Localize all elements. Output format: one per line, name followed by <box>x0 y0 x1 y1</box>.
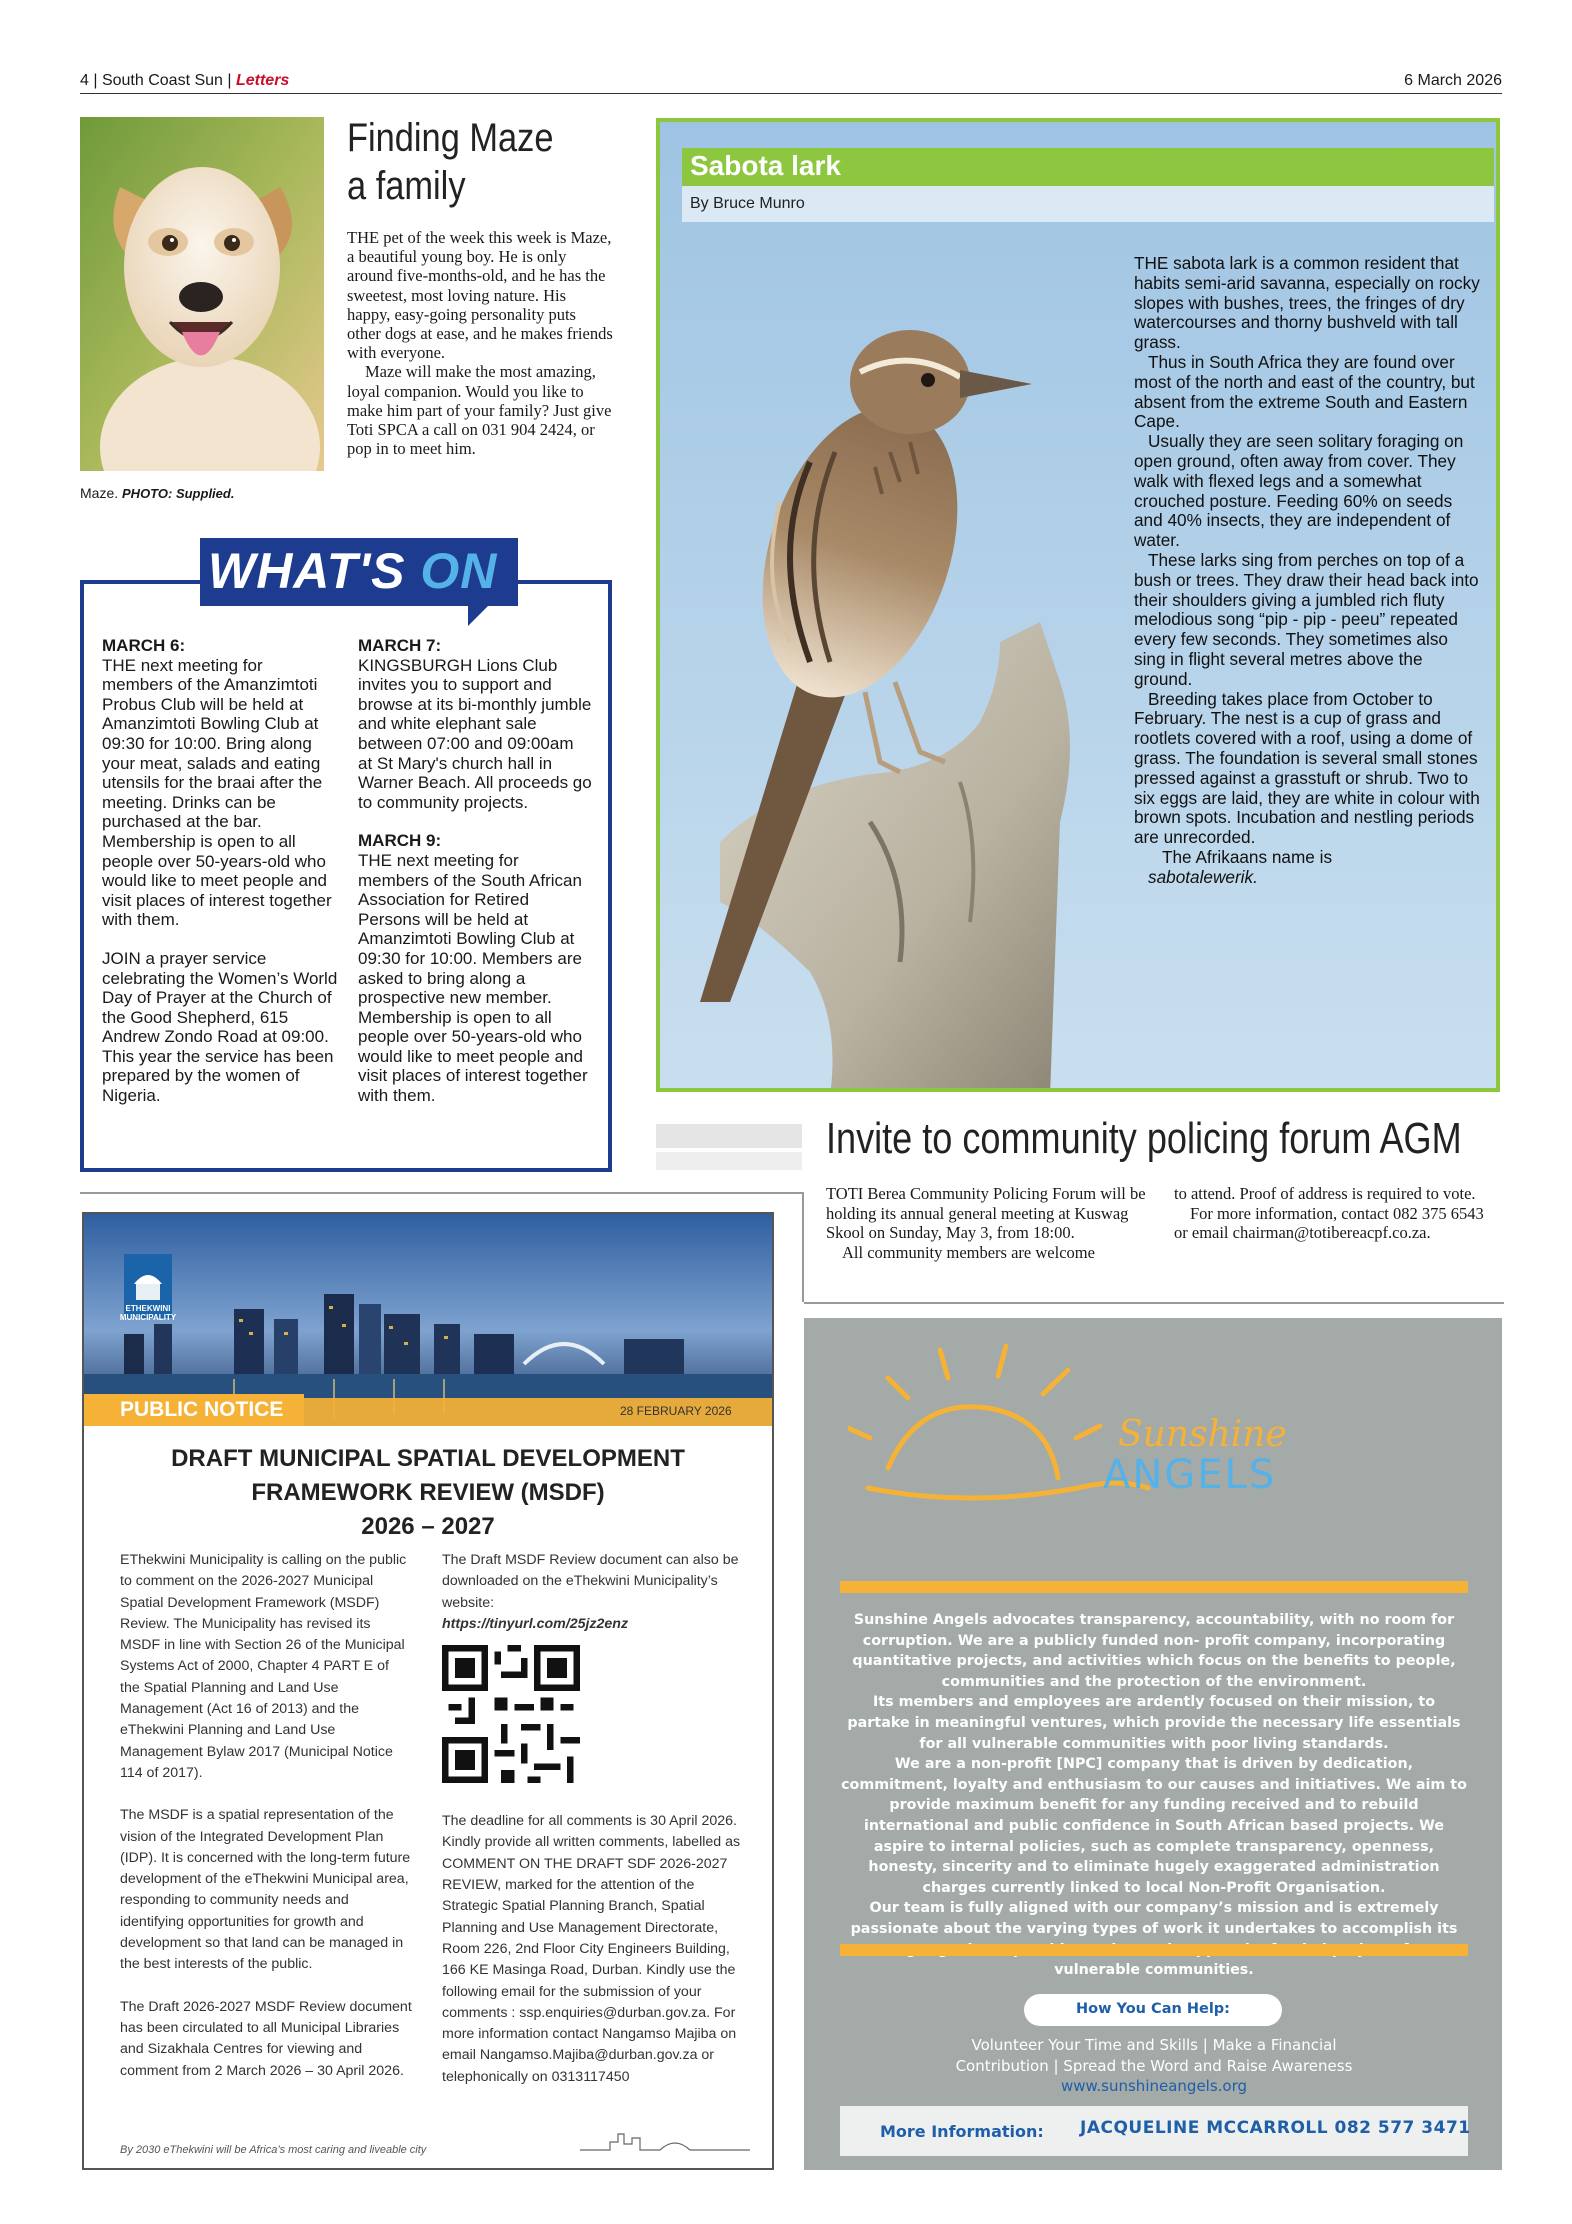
event-text: KINGSBURGH Lions Club invites you to support and browse at its bi-monthly jumble and white elephant sale between 07:00 and 09:00am at St Mary's church hall in Warner Beach. All proceeds go to community projects. <box>358 655 592 812</box>
sunshine-angels-website[interactable]: www.sunshineangels.org <box>1060 2077 1248 2095</box>
divider <box>80 1192 804 1194</box>
paragraph: EThekwini Municipality is calling on the public to comment on the 2026-2027 Municipal Spatial Development Framework (MSDF) Review. The Municipality has revised its MSDF in line with Section 26 of the Municipal Systems Act of 2000, Chapter 4 PART E of the Spatial Planning and Land Use Management (Act 16 of 2013) and the eThekwini Planning and Land Use Management Bylaw 2017 (Municipal Notice 114 of 2017). <box>120 1552 407 1781</box>
lark-title: Sabota lark <box>690 150 841 181</box>
more-information-label: More Information: <box>880 2122 1044 2141</box>
whats-on-column-2 <box>358 636 592 1125</box>
event-item <box>358 636 592 812</box>
forum-headline: Invite to community policing forum AGM <box>826 1114 1462 1163</box>
logo-script: Sunshine <box>1118 1414 1287 1455</box>
paragraph: The Draft 2026-2027 MSDF Review document has been circulated to all Municipal Libraries and Sizakhala Centres for viewing and comment from 2 March 2026 – 30 April 2026. <box>120 1998 412 2079</box>
paragraph: to attend. Proof of address is required to vote. <box>1174 1184 1476 1203</box>
heading-line-3: 2026 – 2027 <box>361 1513 495 1540</box>
event-date: MARCH 6: <box>102 636 186 655</box>
paragraph: Maze will make the most amazing, loyal companion. Would you like to make him part of your family? Just give Toti SPCA a call on 031 904 2424, or pop in to meet him. <box>347 362 612 459</box>
whats-on-title-part1: WHAT'S <box>208 543 406 599</box>
how-you-can-help-label: How You Can Help: <box>1076 2001 1230 2017</box>
paragraph: THE pet of the week this week is Maze, a beautiful young boy. He is only around five-months-old, and he has the sweetest, most loving nature. His happy, easy-going personality puts other dogs at ease, and he makes friends with everyone. <box>347 228 613 363</box>
decorative-bar <box>656 1124 802 1148</box>
qr-code[interactable] <box>442 1645 580 1783</box>
paragraph: We are a non-profit [NPC] company that is driven by dedication, commitment, loyalty and enthusiasm to our causes and initiatives. We aim to provide maximum benefit for any funding received and to rebuild international and public confidence in South African based projects. We aspire to internal policies, such as complete transparency, openness, honesty, sincerity and to eliminate hugely exaggerated administration charges currently linked to local Non-Profit Organisation. <box>841 1756 1467 1896</box>
help-options <box>840 2035 1468 2077</box>
section-name: Letters <box>235 72 290 89</box>
afrikaans-name: sabotalewerik. <box>1148 866 1258 887</box>
paragraph: The deadline for all comments is 30 April 2026. Kindly provide all written comments, labelled as COMMENT ON THE DRAFT SDF 2026-2027 REVIEW, marked for the attention of the Strategic Spatial Planning Branch, Spatial Planning and Use Management Directorate, Room 226, 2nd Floor City Engineers Building, 166 KE Masinga Road, Durban. Kindly use the following email for the submission of your comments : ssp.enquiries@durban.gov.za. For more information contact Nangamso Majiba on email Nangamso.Majiba@durban.gov.za or telephonically on 0313117450 <box>442 1813 741 2085</box>
municipality-logo-text: ETHEKWINI MUNICIPALITY <box>119 1304 177 1322</box>
lark-byline: By Bruce Munro <box>690 195 805 212</box>
orange-divider <box>840 1944 1468 1956</box>
whats-on-title <box>208 542 497 600</box>
heading-line-2: FRAMEWORK REVIEW (MSDF) <box>251 1479 605 1506</box>
paragraph: TOTI Berea Community Policing Forum will be holding its annual general meeting at Kuswag Skool on Sunday, May 3, from 18:00. <box>826 1184 1146 1243</box>
event-item <box>102 636 338 930</box>
city-outline-icon <box>580 2130 750 2152</box>
paragraph: For more information, contact 082 375 6543 or email chairman@totibereacpf.co.za. <box>1174 1203 1484 1243</box>
paragraph: Sunshine Angels advocates transparency, accountability, with no room for corruption. We are a publicly funded non- profit company, incorporating quantitative projects, and activities which focus on the benefits to people, communities and the protection of the environment. <box>852 1612 1456 1690</box>
notice-footer: By 2030 eThekwini will be Africa’s most caring and liveable city <box>120 2144 427 2156</box>
maze-dog-photo <box>80 117 324 471</box>
forum-column-2 <box>1174 1184 1496 1243</box>
help-line-2: Contribution | Spread the Word and Raise Awareness <box>955 2057 1353 2075</box>
header-left: 4 | South Coast Sun | Letters <box>80 72 290 89</box>
event-text: THE next meeting for members of the Amanzimtoti Probus Club will be held at Amanzimtoti Bowling Club at 09:30 for 10:00. Bring along your meat, salads and eating utensils for the braai after the meeting. Drinks can be purchased at the bar. Membership is open to all people over 50-years-old who would like to meet people and visit places of interest together with them. <box>102 655 332 930</box>
divider <box>804 1302 1504 1304</box>
paragraph: Breeding takes place from October to February. The nest is a cup of grass and rootlets covered with a roof, using a dome of grass. The foundation is several small stones pressed against a grasstuft or shrub. Two to six eggs are laid, they are white in colour with brown spots. Incubation and nestling periods are unrecorded. <box>1134 688 1480 848</box>
paragraph <box>1134 848 1484 888</box>
paragraph: Our team is fully aligned with our company’s mission and is extremely passionate about the varying types of work it undertakes to accomplish its vulnerable communities. <box>850 1900 1458 1979</box>
paragraph: Its members and employees are ardently focused on their mission, to partake in meaningful ventures, which provide the necessary life essentials for all vulnerable communities with poor living standards. <box>847 1694 1461 1752</box>
orange-divider <box>840 1581 1468 1593</box>
paragraph: Usually they are seen solitary foraging on open ground, often away from cover. They walk with flexed legs and a somewhat crouched posture. Feeding 60% on seeds and 40% insects, they are independent of water. <box>1134 431 1464 551</box>
caption-text: Maze. <box>80 485 119 501</box>
notice-column-2 <box>442 1550 742 2109</box>
headline-line-1: Finding Maze <box>347 116 554 160</box>
paragraph: THE sabota lark is a common resident that habits semi-arid savanna, especially on rocky slopes with bushes, trees, the fringes of dry watercourses and thorny bushveld with tall grass. <box>1134 253 1480 353</box>
divider <box>802 1192 804 1302</box>
page-header <box>80 72 1502 94</box>
whats-on-title-part2: ON <box>420 543 498 599</box>
maze-headline <box>347 114 571 210</box>
event-date: MARCH 9: <box>358 831 442 851</box>
logo-word: ANGELS <box>1103 1452 1277 1498</box>
decorative-bar <box>656 1152 802 1170</box>
heading-line-1: DRAFT MUNICIPAL SPATIAL DEVELOPMENT <box>171 1445 685 1472</box>
forum-column-1 <box>826 1184 1148 1262</box>
photo-credit: PHOTO: Supplied. <box>122 486 235 501</box>
sunshine-angels-logo <box>848 1338 1288 1528</box>
publication-name: South Coast Sun <box>101 72 223 89</box>
maze-article-body <box>347 228 613 458</box>
paragraph: These larks sing from perches on top of a bush or trees. They draw their head back into their shoulders giving a jumbled rich fluty melodious song “pip - pip - peeu” repeated every few seconds. They sometimes also sing in flight several metres above the ground. <box>1134 549 1479 689</box>
paragraph: All community members are welcome <box>842 1242 1095 1262</box>
whats-on-column-1 <box>102 636 338 1125</box>
event-text: THE next meeting for members of the South African Association for Retired Persons will be held at Amanzimtoti Bowling Club at 09:30 for 10:00. Members are asked to bring along a prospective new member. Membership is open to all people over 50-years-old who would like to meet people and visit places of interest together with them. <box>358 850 588 1106</box>
headline-line-2: a family <box>347 164 466 208</box>
lark-article-body <box>1134 254 1484 888</box>
paragraph: The Draft MSDF Review document can also be downloaded on the eThekwini Municipality’s website: <box>442 1552 739 1611</box>
help-line-1: Volunteer Your Time and Skills | Make a Financial <box>971 2036 1337 2054</box>
paragraph: The MSDF is a spatial representation of the vision of the Integrated Development Plan (IDP). It is concerned with the long-term future development of the eThekwini Municipal area, responding to community needs and identifying opportunities for growth and development so that land can be managed in the best interests of the public. <box>120 1807 411 1973</box>
page-number: 4 <box>80 72 89 89</box>
paragraph: Thus in South Africa they are found over most of the north and east of the country, but absent from the extreme South and Eastern Cape. <box>1134 351 1475 432</box>
event-text: JOIN a prayer service celebrating the Women’s World Day of Prayer at the Church of the Good Shepherd, 615 Andrew Zondo Road at 09:00. This year the service has been prepared by the women of Nigeria. <box>102 948 338 1106</box>
notice-column-1 <box>120 1550 412 2103</box>
website-link[interactable]: https://tinyurl.com/25jz2enz <box>442 1615 629 1632</box>
event-item <box>358 831 592 1105</box>
notice-date: 28 FEBRUARY 2026 <box>620 1404 732 1418</box>
issue-date: 6 March 2026 <box>1404 72 1502 89</box>
contact-name-phone: JACQUELINE MCCARROLL 082 577 3471 <box>1080 2118 1471 2138</box>
public-notice-label: PUBLIC NOTICE <box>120 1398 284 1421</box>
afrikaans-intro: The Afrikaans name is <box>1162 846 1333 867</box>
notice-heading <box>84 1442 772 1544</box>
event-item <box>102 949 338 1106</box>
sunshine-angels-description <box>840 1610 1468 1981</box>
event-date: MARCH 7: <box>358 636 442 655</box>
photo-caption <box>80 485 234 501</box>
